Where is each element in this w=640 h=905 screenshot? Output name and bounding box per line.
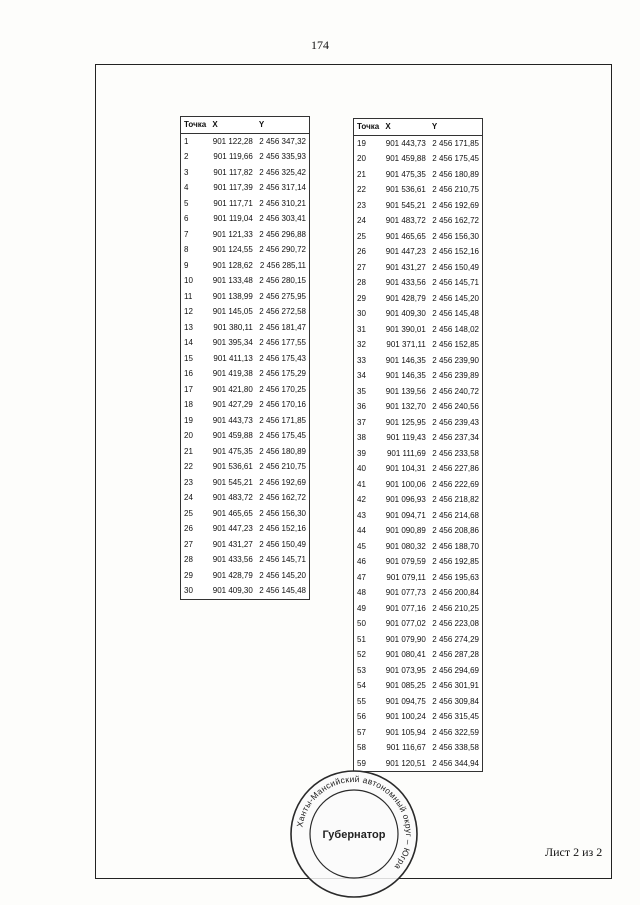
cell-point: 2	[184, 152, 189, 161]
cell-x: 901 380,11	[213, 322, 253, 332]
cell-x: 901 132,70	[385, 402, 426, 411]
cell-point: 27	[357, 262, 366, 272]
cell-y: 2 456 218,82	[432, 495, 479, 504]
cell-point: 1	[184, 136, 189, 146]
table-row	[354, 399, 483, 415]
cell-x: 901 465,65	[212, 508, 253, 518]
cell-x: 901 119,66	[213, 152, 253, 161]
cell-y: 2 456 152,85	[432, 340, 479, 349]
cell-point: 51	[357, 634, 366, 644]
table-row	[181, 428, 310, 444]
table-row	[181, 304, 310, 320]
cell-y: 2 456 162,72	[432, 216, 479, 225]
cell-y: 2 456 181,47	[259, 322, 306, 332]
cell-y: 2 456 156,30	[432, 231, 479, 241]
cell-point: 17	[184, 384, 193, 394]
table-row	[181, 552, 310, 568]
cell-point: 6	[184, 214, 189, 223]
cell-y: 2 456 240,56	[432, 402, 479, 411]
cell-y: 2 456 210,25	[432, 603, 479, 613]
cell-x: 901 431,27	[212, 539, 253, 549]
cell-y: 2 456 303,41	[259, 214, 306, 223]
cell-point: 38	[357, 433, 366, 442]
table-row	[354, 306, 483, 322]
table-row	[354, 337, 483, 353]
table-row	[181, 366, 310, 382]
cell-x: 901 105,94	[385, 727, 426, 737]
cell-x: 901 119,43	[386, 433, 426, 442]
cell-y: 2 456 170,16	[259, 400, 306, 409]
cell-point: 25	[357, 231, 366, 241]
cell-x: 901 079,59	[385, 557, 426, 566]
cell-x: 901 447,23	[385, 247, 426, 256]
table-row	[181, 397, 310, 413]
table-row	[354, 415, 483, 431]
table-row	[354, 213, 483, 229]
cell-y: 2 456 296,88	[259, 229, 306, 239]
cell-point: 21	[184, 446, 193, 456]
cell-point: 43	[357, 510, 366, 520]
table-row	[354, 151, 483, 167]
cell-x: 901 138,99	[212, 291, 253, 301]
cell-y: 2 456 192,69	[259, 477, 306, 487]
cell-y: 2 456 272,58	[259, 307, 306, 316]
table-row	[354, 198, 483, 214]
cell-x: 901 139,56	[385, 386, 426, 396]
cell-x: 901 428,79	[212, 570, 253, 580]
cell-x: 901 395,34	[212, 338, 253, 347]
cell-y: 2 456 200,84	[432, 588, 479, 597]
column-header-point: Точка	[184, 120, 207, 129]
cell-point: 37	[357, 417, 366, 427]
cell-x: 901 094,71	[385, 510, 426, 520]
stamp-center-text: Губернатор	[322, 829, 386, 841]
cell-y: 2 456 237,34	[432, 433, 479, 442]
cell-y: 2 456 180,89	[432, 169, 479, 179]
cell-point: 10	[184, 276, 193, 285]
cell-y: 2 456 148,02	[432, 324, 479, 334]
cell-point: 41	[357, 479, 366, 489]
cell-x: 901 080,32	[385, 541, 426, 551]
cell-y: 2 456 274,29	[432, 634, 479, 644]
table-row	[354, 616, 483, 632]
cell-x: 901 431,27	[385, 262, 426, 272]
cell-point: 33	[357, 355, 366, 365]
table-row	[354, 678, 483, 694]
cell-point: 59	[357, 758, 366, 768]
table-row	[181, 506, 310, 522]
table-row	[181, 289, 310, 305]
cell-y: 2 456 192,85	[432, 557, 479, 566]
cell-y: 2 456 239,90	[432, 355, 479, 365]
cell-y: 2 456 222,69	[432, 479, 479, 489]
table-row	[181, 242, 310, 258]
cell-x: 901 459,88	[385, 154, 426, 163]
cell-x: 901 104,31	[385, 464, 426, 473]
coordinates-table-left	[180, 116, 310, 600]
cell-x: 901 475,35	[385, 169, 426, 179]
cell-x: 901 079,90	[385, 634, 426, 644]
cell-y: 2 456 315,45	[432, 712, 479, 721]
cell-x: 901 483,72	[385, 216, 426, 225]
table-header-row	[181, 117, 310, 134]
cell-point: 9	[184, 260, 189, 270]
cell-y: 2 456 335,93	[259, 152, 306, 161]
table-row	[354, 135, 483, 151]
cell-y: 2 456 325,42	[259, 167, 306, 177]
cell-point: 19	[357, 138, 366, 148]
cell-y: 2 456 285,11	[259, 260, 306, 270]
cell-point: 12	[184, 307, 193, 316]
cell-point: 50	[357, 619, 366, 628]
cell-y: 2 456 322,59	[432, 727, 479, 737]
cell-y: 2 456 170,25	[259, 384, 306, 394]
cell-x: 901 409,30	[385, 309, 426, 318]
cell-y: 2 456 175,45	[432, 154, 479, 163]
cell-point: 52	[357, 650, 366, 659]
cell-point: 28	[357, 278, 366, 287]
table-row	[354, 709, 483, 725]
cell-y: 2 456 338,58	[432, 743, 479, 752]
table-row	[181, 583, 310, 599]
cell-x: 901 090,89	[385, 526, 426, 535]
cell-x: 901 116,67	[386, 743, 426, 752]
cell-y: 2 456 210,75	[432, 185, 479, 194]
cell-point: 30	[357, 309, 366, 318]
table-row	[354, 508, 483, 524]
table-row	[354, 477, 483, 493]
cell-x: 901 100,24	[385, 712, 426, 721]
table-row	[354, 229, 483, 245]
cell-x: 901 428,79	[385, 293, 426, 303]
cell-point: 16	[184, 369, 193, 378]
table-row	[181, 459, 310, 475]
cell-y: 2 456 171,85	[259, 415, 306, 425]
cell-point: 15	[184, 353, 193, 363]
cell-x: 901 146,35	[385, 371, 426, 380]
cell-y: 2 456 290,72	[259, 245, 306, 254]
cell-y: 2 456 145,20	[432, 293, 479, 303]
cell-x: 901 085,25	[385, 681, 426, 690]
cell-point: 46	[357, 557, 366, 566]
table-row	[354, 539, 483, 555]
governor-seal-stamp	[288, 768, 420, 900]
cell-y: 2 456 180,89	[259, 446, 306, 456]
cell-point: 26	[357, 247, 366, 256]
cell-point: 58	[357, 743, 366, 752]
cell-x: 901 125,95	[385, 417, 426, 427]
column-header-point: Точка	[357, 122, 380, 131]
cell-x: 901 120,51	[385, 758, 426, 768]
table-row	[181, 258, 310, 274]
table-row	[181, 149, 310, 165]
cell-x: 901 117,39	[213, 183, 253, 192]
cell-x: 901 124,55	[212, 245, 253, 254]
page-number: 174	[311, 38, 329, 52]
table-row	[181, 335, 310, 351]
cell-point: 26	[184, 524, 193, 533]
cell-point: 56	[357, 712, 366, 721]
cell-y: 2 456 301,91	[432, 681, 479, 690]
table-row	[354, 291, 483, 307]
cell-point: 29	[357, 293, 366, 303]
cell-y: 2 456 188,70	[432, 541, 479, 551]
cell-x: 901 459,88	[212, 431, 253, 440]
cell-y: 2 456 192,69	[432, 200, 479, 210]
table-row	[354, 647, 483, 663]
cell-x: 901 483,72	[212, 493, 253, 502]
cell-y: 2 456 175,45	[259, 431, 306, 440]
cell-x: 901 433,56	[385, 278, 426, 287]
cell-y: 2 456 145,48	[259, 586, 306, 595]
table-row	[354, 725, 483, 741]
cell-x: 901 465,65	[385, 231, 426, 241]
table-row	[354, 244, 483, 260]
cell-y: 2 456 145,71	[259, 555, 306, 564]
cell-point: 7	[184, 229, 189, 239]
cell-x: 901 077,73	[385, 588, 426, 597]
cell-point: 53	[357, 665, 366, 675]
cell-point: 54	[357, 681, 366, 690]
table-row	[181, 568, 310, 584]
cell-y: 2 456 210,75	[259, 462, 306, 471]
cell-point: 40	[357, 464, 366, 473]
cell-point: 3	[184, 167, 189, 177]
table-row	[354, 182, 483, 198]
cell-y: 2 456 287,28	[432, 650, 479, 659]
cell-y: 2 456 275,95	[259, 291, 306, 301]
cell-y: 2 456 150,49	[259, 539, 306, 549]
cell-point: 42	[357, 495, 366, 504]
table-row	[354, 430, 483, 446]
cell-x: 901 419,38	[212, 369, 253, 378]
table-row	[354, 523, 483, 539]
cell-point: 35	[357, 386, 366, 396]
cell-y: 2 456 294,69	[432, 665, 479, 675]
table-row	[354, 663, 483, 679]
cell-y: 2 456 239,89	[432, 371, 479, 380]
cell-y: 2 456 344,94	[432, 758, 479, 768]
cell-y: 2 456 177,55	[259, 338, 306, 347]
cell-y: 2 456 309,84	[432, 696, 479, 706]
cell-y: 2 456 280,15	[259, 276, 306, 285]
table-row	[354, 554, 483, 570]
table-header-row	[354, 119, 483, 136]
table-row	[354, 275, 483, 291]
cell-x: 901 121,33	[212, 229, 253, 239]
stamp-outer-text: Ханты-Мансийский автономный округ – Югра	[294, 773, 415, 872]
cell-point: 27	[184, 539, 193, 549]
cell-y: 2 456 150,49	[432, 262, 479, 272]
cell-point: 28	[184, 555, 193, 564]
cell-x: 901 111,69	[386, 448, 426, 458]
table-row	[354, 384, 483, 400]
cell-x: 901 122,28	[212, 136, 253, 146]
table-row	[181, 320, 310, 336]
table-row	[354, 694, 483, 710]
cell-x: 901 447,23	[212, 524, 253, 533]
cell-x: 901 475,35	[212, 446, 253, 456]
cell-x: 901 077,02	[385, 619, 426, 628]
column-header-x: X	[385, 122, 391, 131]
cell-y: 2 456 223,08	[432, 619, 479, 628]
cell-x: 901 073,95	[385, 665, 426, 675]
table-row	[181, 196, 310, 212]
cell-point: 23	[184, 477, 193, 487]
cell-x: 901 411,13	[213, 353, 253, 363]
cell-x: 901 146,35	[385, 355, 426, 365]
cell-point: 22	[184, 462, 193, 471]
table-row	[181, 133, 310, 149]
cell-x: 901 145,05	[212, 307, 253, 316]
cell-point: 44	[357, 526, 366, 535]
cell-point: 5	[184, 198, 189, 208]
cell-x: 901 409,30	[212, 586, 253, 595]
cell-x: 901 096,93	[385, 495, 426, 504]
cell-point: 34	[357, 371, 366, 380]
cell-point: 36	[357, 402, 366, 411]
cell-x: 901 119,04	[213, 214, 253, 223]
cell-x: 901 536,61	[212, 462, 253, 471]
cell-x: 901 545,21	[385, 200, 426, 210]
cell-x: 901 077,16	[385, 603, 426, 613]
cell-y: 2 456 152,16	[259, 524, 306, 533]
table-row	[181, 273, 310, 289]
cell-point: 20	[184, 431, 193, 440]
coordinates-table-right	[353, 118, 483, 772]
cell-y: 2 456 145,48	[432, 309, 479, 318]
cell-y: 2 456 162,72	[259, 493, 306, 502]
cell-point: 23	[357, 200, 366, 210]
cell-y: 2 456 317,14	[259, 183, 306, 192]
cell-point: 30	[184, 586, 193, 595]
cell-point: 32	[357, 340, 366, 349]
cell-x: 901 421,80	[212, 384, 253, 394]
table-row	[181, 413, 310, 429]
cell-x: 901 371,11	[386, 340, 426, 349]
cell-point: 4	[184, 183, 189, 192]
table-row	[181, 227, 310, 243]
cell-y: 2 456 195,63	[432, 572, 479, 582]
cell-point: 14	[184, 338, 193, 347]
cell-point: 13	[184, 322, 193, 332]
cell-y: 2 456 175,43	[259, 353, 306, 363]
table-row	[354, 260, 483, 276]
cell-x: 901 117,71	[213, 198, 253, 208]
cell-point: 19	[184, 415, 193, 425]
cell-point: 21	[357, 169, 366, 179]
table-row	[354, 353, 483, 369]
table-row	[181, 444, 310, 460]
cell-point: 39	[357, 448, 366, 458]
column-header-y: Y	[431, 122, 438, 131]
sheet-label: Лист 2 из 2	[545, 845, 603, 859]
cell-x: 901 080,41	[385, 650, 426, 659]
cell-y: 2 456 156,30	[259, 508, 306, 518]
cell-y: 2 456 175,29	[259, 369, 306, 378]
table-row	[354, 322, 483, 338]
cell-x: 901 117,82	[213, 167, 253, 177]
column-header-x: X	[212, 120, 218, 129]
table-row	[354, 167, 483, 183]
cell-x: 901 536,61	[385, 185, 426, 194]
cell-x: 901 443,73	[385, 138, 426, 148]
cell-point: 55	[357, 696, 366, 706]
cell-point: 57	[357, 727, 366, 737]
cell-point: 47	[357, 572, 366, 582]
cell-point: 45	[357, 541, 366, 551]
table-row	[181, 165, 310, 181]
cell-point: 18	[184, 400, 193, 409]
cell-x: 901 433,56	[212, 555, 253, 564]
table-row	[354, 601, 483, 617]
cell-x: 901 133,48	[212, 276, 253, 285]
cell-point: 24	[184, 493, 193, 502]
cell-y: 2 456 208,86	[432, 526, 479, 535]
table-row	[354, 570, 483, 586]
cell-y: 2 456 152,16	[432, 247, 479, 256]
cell-x: 901 390,01	[385, 324, 426, 334]
cell-x: 901 094,75	[385, 696, 426, 706]
cell-x: 901 079,11	[386, 572, 426, 582]
cell-point: 24	[357, 216, 366, 225]
table-row	[354, 492, 483, 508]
cell-y: 2 456 227,86	[432, 464, 479, 473]
table-row	[354, 446, 483, 462]
table-row	[181, 537, 310, 553]
cell-point: 25	[184, 508, 193, 518]
cell-x: 901 443,73	[212, 415, 253, 425]
cell-point: 11	[184, 291, 193, 301]
cell-y: 2 456 214,68	[432, 510, 479, 520]
cell-x: 901 427,29	[212, 400, 253, 409]
table-row	[181, 180, 310, 196]
table-row	[354, 632, 483, 648]
table-row	[181, 382, 310, 398]
table-row	[354, 585, 483, 601]
cell-y: 2 456 310,21	[259, 198, 306, 208]
cell-y: 2 456 347,32	[259, 136, 306, 146]
cell-y: 2 456 239,43	[432, 417, 479, 427]
cell-point: 31	[357, 324, 366, 334]
table-row	[181, 490, 310, 506]
cell-point: 8	[184, 245, 189, 254]
table-row	[181, 351, 310, 367]
cell-point: 20	[357, 154, 366, 163]
cell-x: 901 128,62	[212, 260, 253, 270]
cell-x: 901 545,21	[212, 477, 253, 487]
cell-y: 2 456 240,72	[432, 386, 479, 396]
table-row	[354, 461, 483, 477]
table-row	[181, 521, 310, 537]
cell-point: 22	[357, 185, 366, 194]
cell-y: 2 456 145,71	[432, 278, 479, 287]
table-row	[354, 740, 483, 756]
table-row	[354, 368, 483, 384]
cell-x: 901 100,06	[385, 479, 426, 489]
table-row	[181, 475, 310, 491]
cell-y: 2 456 145,20	[259, 570, 306, 580]
cell-point: 29	[184, 570, 193, 580]
cell-point: 49	[357, 603, 366, 613]
cell-y: 2 456 233,58	[432, 448, 479, 458]
cell-y: 2 456 171,85	[432, 138, 479, 148]
cell-point: 48	[357, 588, 366, 597]
column-header-y: Y	[258, 120, 265, 129]
table-row	[181, 211, 310, 227]
